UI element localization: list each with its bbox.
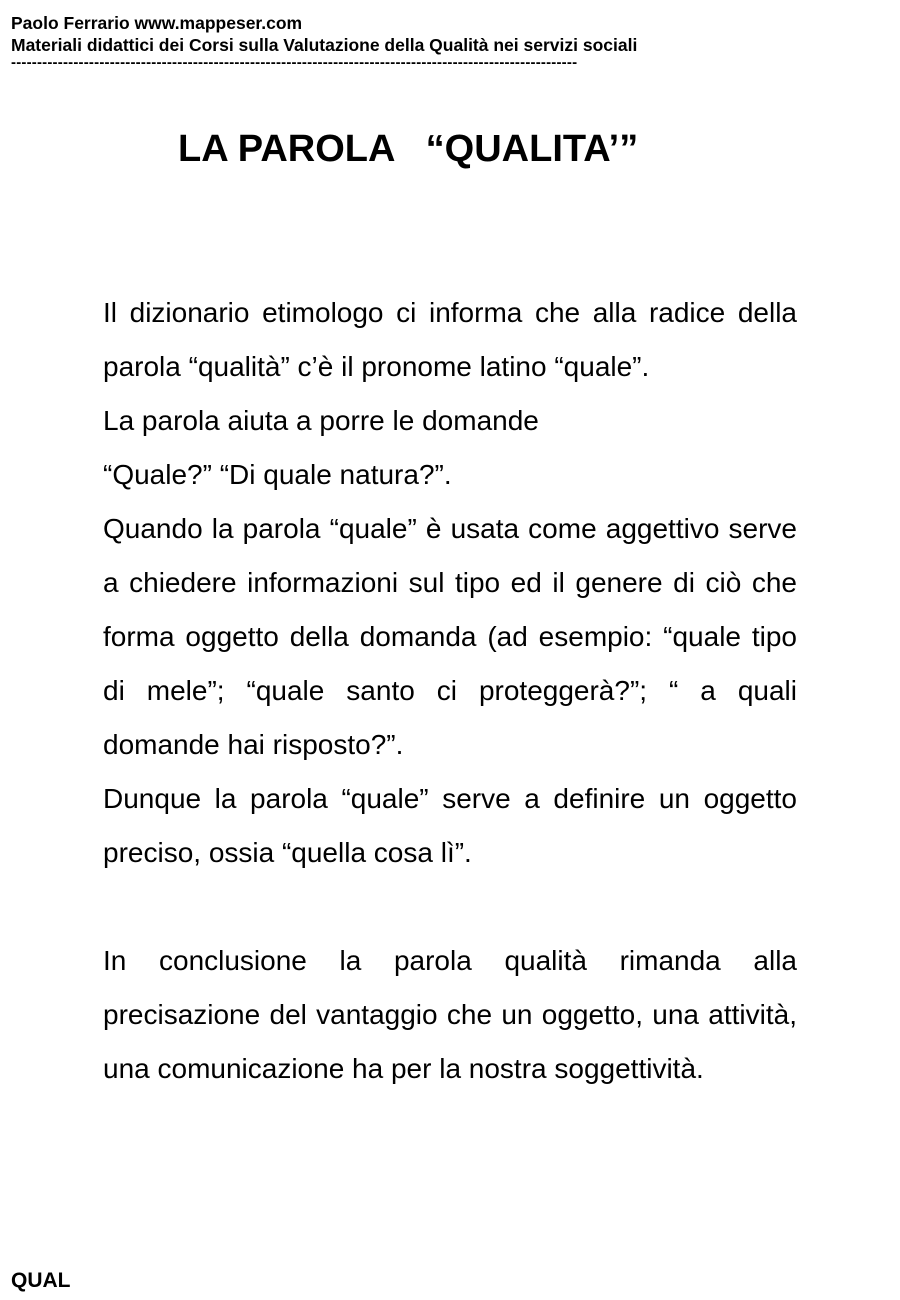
paragraph-questions: “Quale?” “Di quale natura?”. <box>103 459 452 490</box>
page-footer-label: QUAL <box>11 1269 71 1292</box>
header-author-line: Paolo Ferrario www.mappeser.com <box>11 13 303 33</box>
page-title: LA PAROLA “QUALITA’” <box>178 128 639 170</box>
paragraph-spacer <box>103 880 797 934</box>
header-subtitle-line: Materiali didattici dei Corsi sulla Valutazione della Qualità nei servizi sociali <box>11 35 638 55</box>
document-header <box>11 12 891 70</box>
paragraph-adjective-use: Quando la parola “quale” è usata come aggettivo serve a chiedere informazioni sul tipo ed il genere di ciò che forma oggetto della domanda (ad esempio: “quale tipo di mele”; “quale santo ci proteggerà?”; “ a quali domande hai risposto?”. <box>103 513 797 760</box>
paragraph-conclusion: In conclusione la parola qualità rimanda alla precisazione del vantaggio che un oggetto, una attività, una comunicazione ha per la nostra soggettività. <box>103 945 797 1084</box>
header-dashed-rule: ------------------------------------------------------------------------------------------------------------- <box>11 56 578 70</box>
document-body <box>103 286 797 1096</box>
paragraph-definition: Dunque la parola “quale” serve a definire un oggetto preciso, ossia “quella cosa lì”. <box>103 783 797 868</box>
paragraph-etymology: Il dizionario etimologo ci informa che alla radice della parola “qualità” c’è il pronome latino “quale”. <box>103 297 797 382</box>
paragraph-questions-intro: La parola aiuta a porre le domande <box>103 405 539 436</box>
